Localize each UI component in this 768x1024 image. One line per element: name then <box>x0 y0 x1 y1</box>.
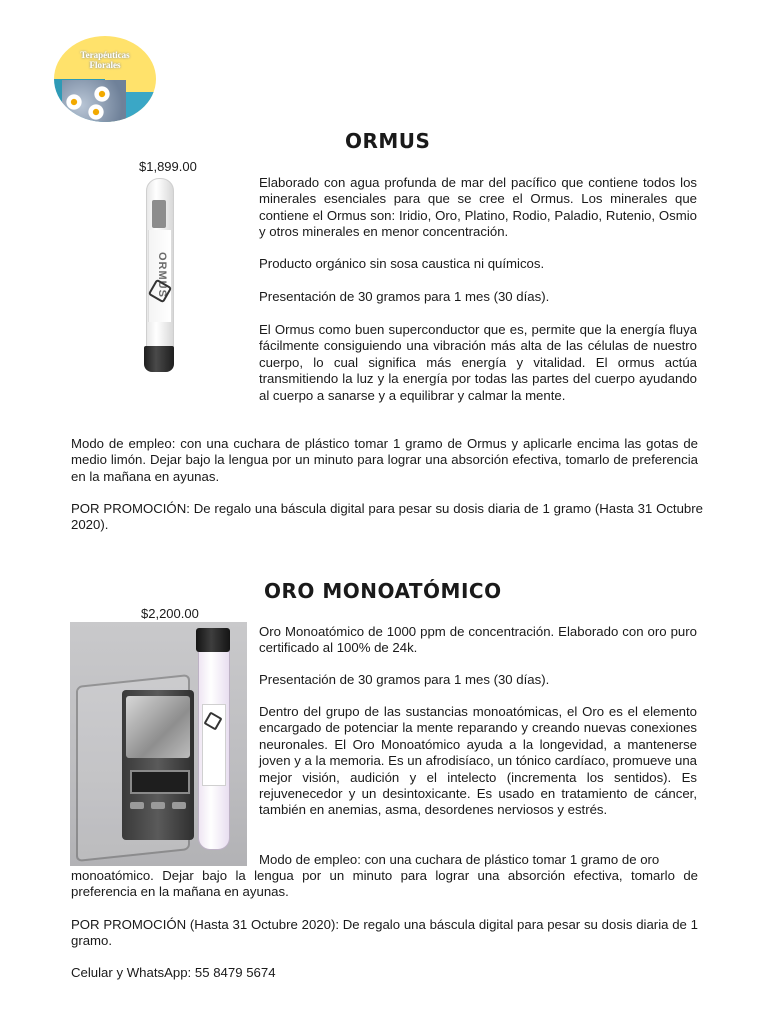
oro-usage-line1: Modo de empleo: con una cuchara de plástico tomar 1 gramo de oro <box>259 852 660 867</box>
oro-presentation: Presentación de 30 gramos para 1 mes (30 días). <box>259 672 550 687</box>
ormus-presentation: Presentación de 30 gramos para 1 mes (30 días). <box>259 289 550 304</box>
oro-benefits: Dentro del grupo de las sustancias monoatómicas, el Oro es el elemento encargado de potenciar la mente reparando y creando nuevas conexiones neuronales. El Oro Monoatómico ayuda a la longevidad, a mantenerse joven y a la memoria. Es un afrodisíaco, un tónico cardíaco, promueve una mejor visión, audición y el intelecto (incrementa los sentidos). Es rejuvenecedor y un desintoxicante. Es usado en tratamiento de cáncer, también en anemias, asma, desordenes nerviosos y estrés. <box>259 704 697 818</box>
oro-promo: POR PROMOCIÓN (Hasta 31 Octubre 2020): De regalo una báscula digital para pesar su dosis diaria de 1 gramo. <box>71 917 698 949</box>
ormus-title: ORMUS <box>345 129 431 153</box>
oro-title: ORO MONOATÓMICO <box>264 579 502 603</box>
logo-text: Terapéuticas Florales <box>80 50 130 70</box>
oro-price: $2,200.00 <box>141 606 199 621</box>
ormus-price: $1,899.00 <box>139 159 197 174</box>
ormus-usage: Modo de empleo: con una cuchara de plástico tomar 1 gramo de Ormus y aplicarle encima las gotas de medio limón. Dejar bajo la lengua por un minuto para lograr una absorción efectiva, tomarlo de preferencia en la mañana en ayunas. <box>71 436 698 484</box>
ormus-promo: POR PROMOCIÓN: De regalo una báscula digital para pesar su dosis diaria de 1 gramo (Hasta 31 Octubre 2020). <box>71 501 703 533</box>
ormus-benefits: El Ormus como buen superconductor que es, permite que la energía fluya fácilmente consiguiendo una vibración más alta de las células de nuestro cuerpo, lo cual significa más energía y vitalidad. El ormus actúa transmitiendo la luz y la energía por todas las partes del cuerpo ayudando al cuerpo a sanarse y a equilibrar y calmar la mente. <box>259 322 697 403</box>
contact-phone: Celular y WhatsApp: 55 8479 5674 <box>71 965 276 980</box>
oro-description: Oro Monoatómico de 1000 ppm de concentración. Elaborado con oro puro certificado al 100% de 24k. <box>259 624 697 656</box>
oro-usage: monoatómico. Dejar bajo la lengua por un minuto para lograr una absorción efectiva, tomarlo de preferencia en la mañana en ayunas. <box>71 868 698 900</box>
oro-product-image <box>70 622 247 866</box>
ormus-product-image <box>138 178 180 378</box>
brand-logo <box>54 36 156 122</box>
ormus-organic-note: Producto orgánico sin sosa caustica ni químicos. <box>259 256 545 271</box>
ormus-description: Elaborado con agua profunda de mar del pacífico que contiene todos los minerales esenciales para que se cree el Ormus. Los minerales que contiene el Ormus son: Iridio, Oro, Platino, Rodio, Paladio, Rutenio, Osmio y otros minerales en menor concentración. <box>259 175 697 240</box>
ormus-tube-label: ORMUS <box>156 252 168 298</box>
